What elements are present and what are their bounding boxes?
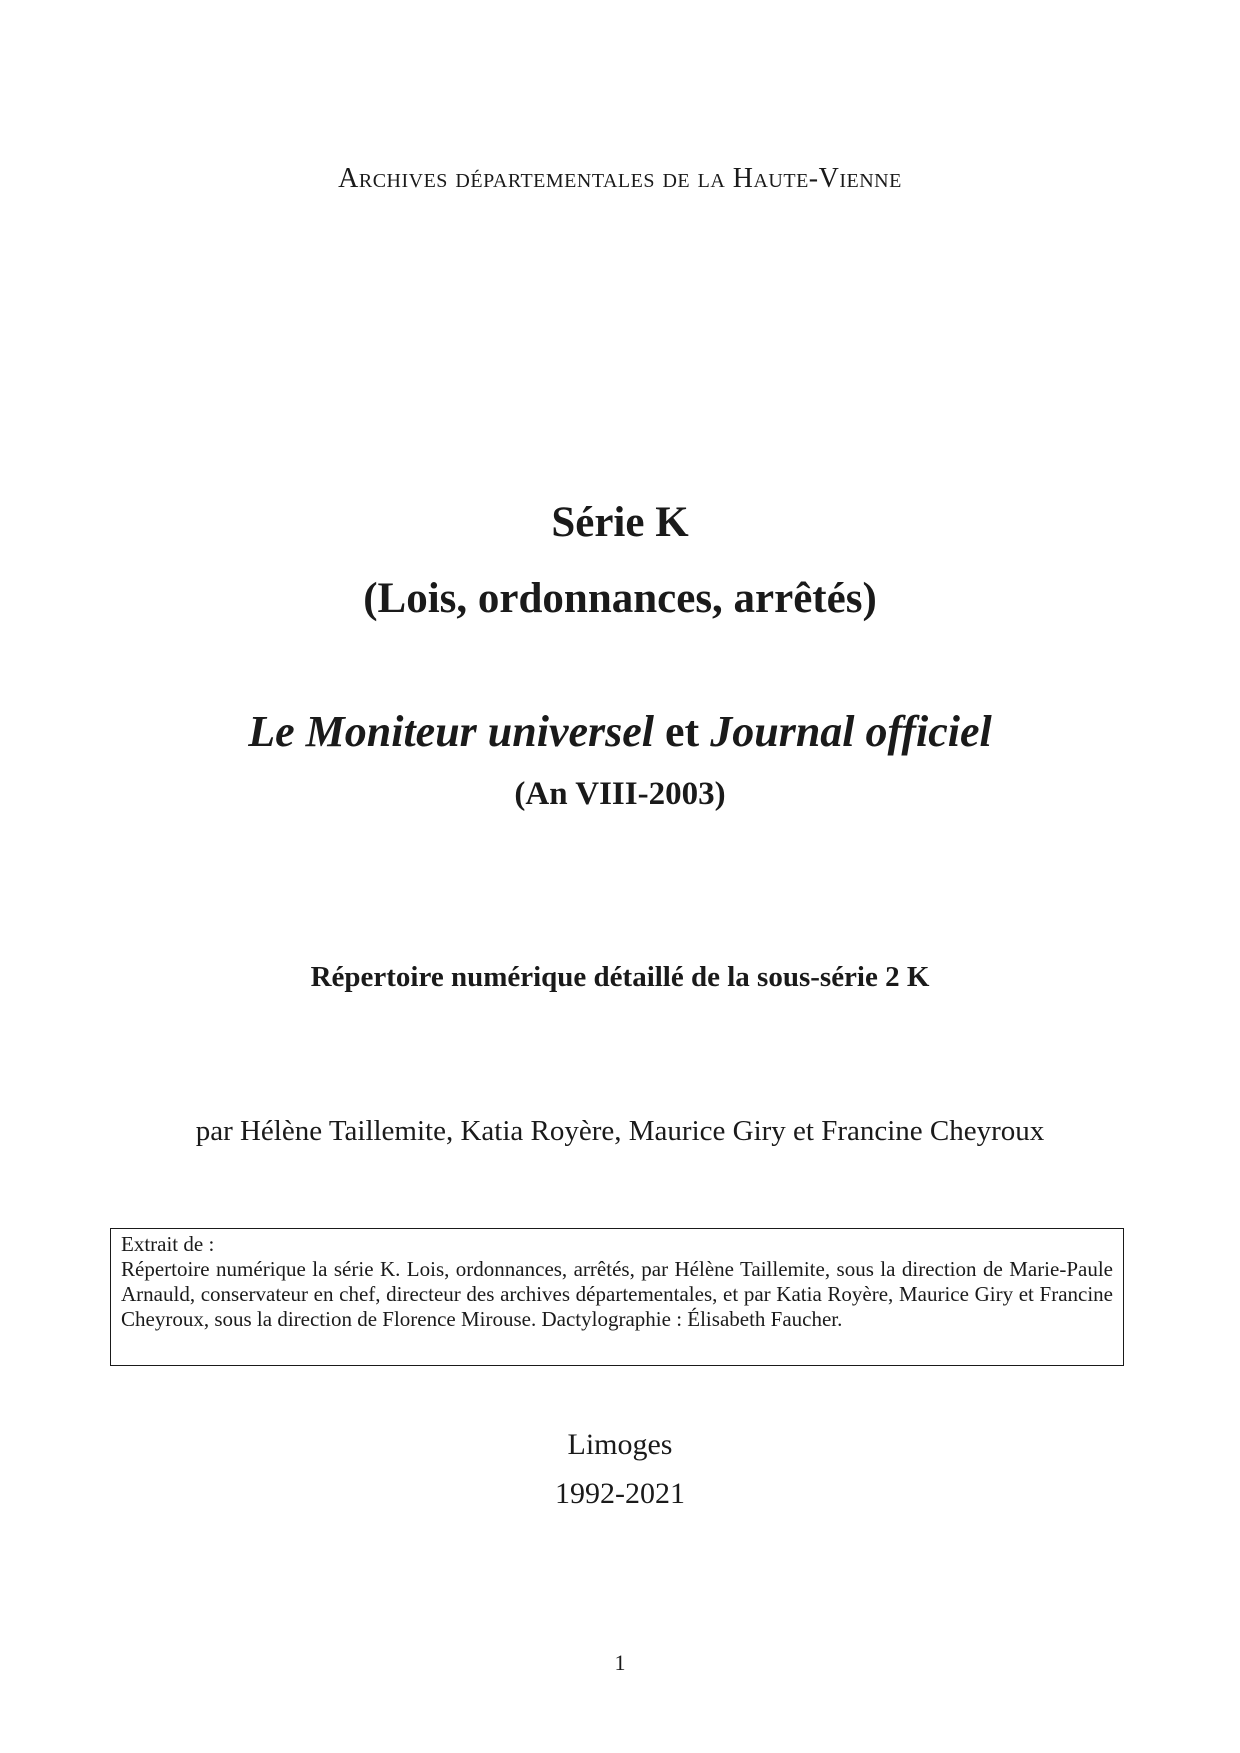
publication-moniteur: Le Moniteur universel [248,707,655,756]
repertoire-heading: Répertoire numérique détaillé de la sous-série 2 K [310,961,930,993]
extract-label: Extrait de : [121,1232,215,1256]
years: 1992-2021 [555,1477,685,1510]
publication-joiner: et [654,707,711,756]
publication-journal: Journal officiel [710,707,992,756]
authors-line: par Hélène Taillemite, Katia Royère, Maurice Giry et Francine Cheyroux [195,1115,1045,1147]
page-number: 1 [614,1650,626,1675]
date-range: (An VIII-2003) [514,776,726,812]
extract-text: Répertoire numérique la série K. Lois, ordonnances, arrêtés, par Hélène Taillemite, sous la direction de Marie-Paule Arnauld, conservateur en chef, directeur des archives départementales, et par Katia Royère, Maurice Giry et Francine Cheyroux, sous la direction de Florence Mirouse. Dactylographie : Élisabeth Faucher. [121,1257,1113,1331]
archive-header: Archives départementales de la Haute-Vienne [338,163,902,194]
publication-title [0,706,1240,757]
place: Limoges [567,1428,673,1461]
series-subtitle: (Lois, ordonnances, arrêtés) [363,575,877,622]
series-title: Série K [551,499,689,546]
extract-box [110,1228,1124,1366]
